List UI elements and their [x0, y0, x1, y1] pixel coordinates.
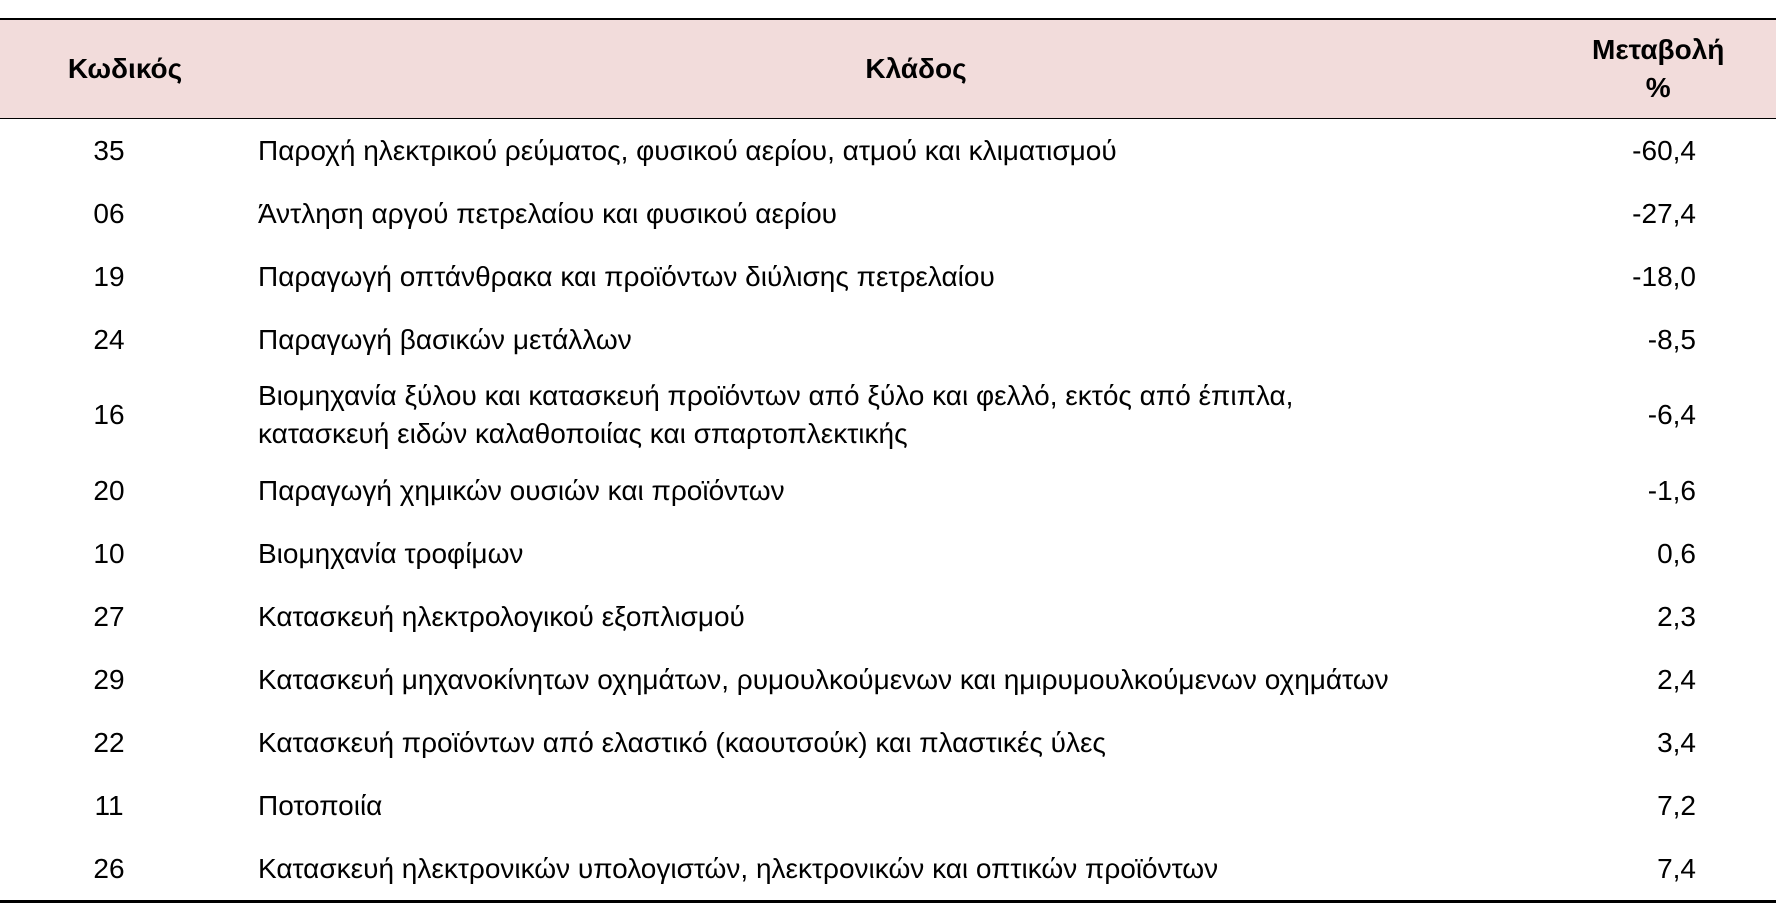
row-change: 2,3 — [1657, 600, 1696, 632]
row-sector: Παροχή ηλεκτρικού ρεύματος, φυσικού αερίου, ατμού και κλιματισμού — [258, 134, 1117, 166]
table-row — [0, 245, 1776, 308]
row-code: 27 — [93, 600, 125, 632]
row-change: -1,6 — [1647, 474, 1696, 506]
row-code: 16 — [93, 399, 125, 430]
table-row — [0, 182, 1776, 245]
table-row — [0, 371, 1776, 459]
row-sector: Άντληση αργού πετρελαίου και φυσικού αερίου — [258, 197, 837, 229]
table-row — [0, 648, 1776, 711]
header-change-line1: Μεταβολή — [1592, 34, 1725, 65]
row-change: -6,4 — [1647, 399, 1696, 430]
row-code: 19 — [93, 260, 125, 292]
row-change: -60,4 — [1632, 134, 1696, 166]
row-code: 06 — [93, 197, 125, 229]
row-change: -18,0 — [1632, 260, 1696, 292]
row-sector: Κατασκευή ηλεκτρονικών υπολογιστών, ηλεκτρονικών και οπτικών προϊόντων — [258, 852, 1219, 884]
row-change: 7,2 — [1657, 789, 1696, 821]
row-code: 26 — [93, 852, 125, 884]
header-change-line2: % — [1645, 72, 1671, 103]
row-sector: Κατασκευή ηλεκτρολογικού εξοπλισμού — [258, 600, 745, 632]
table-row — [0, 459, 1776, 522]
row-change: 2,4 — [1657, 663, 1696, 695]
table-row — [0, 522, 1776, 585]
row-sector: Κατασκευή προϊόντων από ελαστικό (καουτσούκ) και πλαστικές ύλες — [258, 726, 1106, 758]
row-code: 22 — [93, 726, 125, 758]
header-code: Κωδικός — [67, 53, 183, 84]
row-code: 35 — [93, 134, 125, 166]
header-change — [1582, 20, 1776, 118]
row-code: 11 — [94, 789, 124, 821]
row-sector: Ποτοποιία — [258, 789, 383, 821]
row-change: 0,6 — [1657, 537, 1696, 569]
row-code: 29 — [93, 663, 125, 695]
row-sector — [250, 377, 1582, 453]
row-code: 20 — [93, 474, 125, 506]
row-code: 24 — [93, 323, 125, 355]
row-change: -27,4 — [1632, 197, 1696, 229]
table-row — [0, 585, 1776, 648]
row-sector: Παραγωγή χημικών ουσιών και προϊόντων — [258, 474, 785, 506]
table-row — [0, 774, 1776, 837]
table-header — [0, 20, 1776, 119]
table-row — [0, 119, 1776, 182]
row-sector-line2: κατασκευή ειδών καλαθοποιίας και σπαρτοπλεκτικής — [258, 418, 908, 449]
table-row — [0, 837, 1776, 900]
row-sector: Κατασκευή μηχανοκίνητων οχημάτων, ρυμουλκούμενων και ημιρυμουλκούμενων οχημάτων — [258, 663, 1389, 695]
row-change: 7,4 — [1657, 852, 1696, 884]
row-sector-line1: Βιομηχανία ξύλου και κατασκευή προϊόντων από ξύλο και φελλό, εκτός από έπιπλα, — [258, 380, 1294, 411]
bottom-rule — [0, 900, 1776, 903]
header-sector: Κλάδος — [865, 53, 967, 84]
row-change: 3,4 — [1657, 726, 1696, 758]
row-sector: Παραγωγή βασικών μετάλλων — [258, 323, 632, 355]
sector-change-table — [0, 18, 1776, 903]
row-sector: Παραγωγή οπτάνθρακα και προϊόντων διύλισης πετρελαίου — [258, 260, 995, 292]
row-change: -8,5 — [1647, 323, 1696, 355]
table-row — [0, 308, 1776, 371]
table-row — [0, 711, 1776, 774]
row-sector: Βιομηχανία τροφίμων — [258, 537, 524, 569]
row-code: 10 — [93, 537, 125, 569]
